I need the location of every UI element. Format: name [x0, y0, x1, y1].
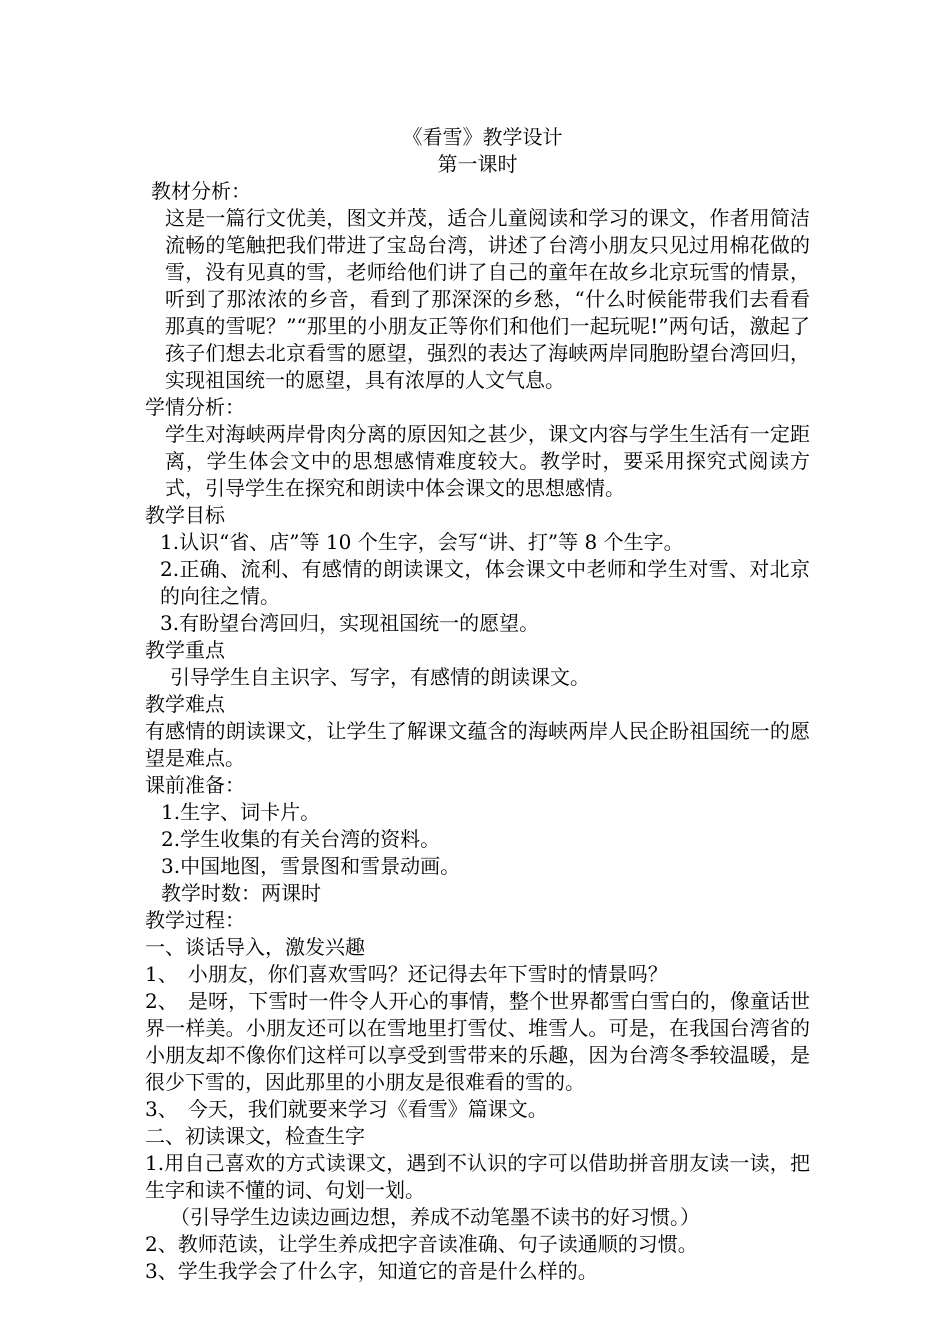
goal-item: 3.有盼望台湾回归，实现祖国统一的愿望。: [160, 611, 540, 635]
goals-list: [145, 529, 810, 637]
learning-analysis-paragraph: 学生对海峡两岸骨肉分离的原因知之甚少，课文内容与学生生活有一定距离，学生体会文中的思想感情难度较大。教学时，要采用探究式阅读方式，引导学生在探究和朗读中体会课文的思想感情。: [165, 422, 810, 500]
document-subtitle: 第一课时: [437, 152, 518, 176]
part2-note: （引导学生边读边画边想，养成不动笔墨不读书的好习惯。）: [170, 1205, 700, 1229]
document-page: [145, 124, 810, 1285]
part2-item: 1.用自己喜欢的方式读课文，遇到不认识的字可以借助拼音朋友读一读，把生字和读不懂的词、句划一划。: [145, 1151, 810, 1202]
part2-item: 2、教师范读，让学生养成把字音读准确、句子读通顺的习惯。: [145, 1232, 698, 1256]
difficulty-paragraph: 有感情的朗读课文，让学生了解课文蕴含的海峡两岸人民企盼祖国统一的愿望是难点。: [145, 719, 810, 770]
preparation-item: 3.中国地图，雪景图和雪景动画。: [161, 854, 461, 878]
goal-item: 1.认识“省、店”等 10 个生字，会写“讲、打”等 8 个生字。: [160, 530, 684, 554]
preparation-list: [145, 799, 810, 880]
material-analysis-heading: 教材分析：: [151, 179, 251, 203]
preparation-item: 2.学生收集的有关台湾的资料。: [161, 827, 441, 851]
part2-heading: 二、初读课文，检查生字: [145, 1124, 365, 1148]
key-points-paragraph: 引导学生自主识字、写字，有感情的朗读课文。: [170, 665, 590, 689]
key-points-heading: 教学重点: [145, 638, 225, 662]
part1-item: 1、 小朋友，你们喜欢雪吗？还记得去年下雪时的情景吗？: [145, 962, 668, 986]
document-title: 《看雪》教学设计: [402, 125, 563, 149]
difficulty-heading: 教学难点: [145, 692, 225, 716]
part1-item: 3、 今天，我们就要来学习《看雪》篇课文。: [145, 1097, 548, 1121]
learning-analysis-heading: 学情分析：: [145, 395, 245, 419]
preparation-item: 1.生字、词卡片。: [161, 800, 321, 824]
teaching-hours: 教学时数：两课时: [161, 881, 321, 905]
part2-item: 3、学生我学会了什么字，知道它的音是什么样的。: [145, 1259, 598, 1283]
material-analysis-paragraph: 这是一篇行文优美，图文并茂，适合儿童阅读和学习的课文，作者用简洁流畅的笔触把我们带进了宝岛台湾，讲述了台湾小朋友只见过用棉花做的雪，没有见真的雪，老师给他们讲了自己的童年在故乡北京玩雪的情景，听到了那浓浓的乡音，看到了那深深的乡愁，“什么时候能带我们去看看那真的雪呢？”“那里的小朋友正等你们和他们一起玩呢!”两句话，激起了孩子们想去北京看雪的愿望，强烈的表达了海峡两岸同胞盼望台湾回归，实现祖国统一的愿望，具有浓厚的人文气息。: [165, 206, 810, 392]
goal-item: 2.正确、流利、有感情的朗读课文，体会课文中老师和学生对雪、对北京的向往之情。: [160, 557, 810, 608]
preparation-heading: 课前准备：: [145, 773, 245, 797]
process-heading: 教学过程：: [145, 908, 245, 932]
part1-heading: 一、谈话导入，激发兴趣: [145, 935, 365, 959]
part1-item: 2、 是呀，下雪时一件令人开心的事情，整个世界都雪白雪白的，像童话世界一样美。小朋友还可以在雪地里打雪仗、堆雪人。可是，在我国台湾省的小朋友却不像你们这样可以享受到雪带来的乐趣，因为台湾冬季较温暖，是很少下雪的，因此那里的小朋友是很难看的雪的。: [145, 989, 810, 1094]
goals-heading: 教学目标: [145, 503, 225, 527]
